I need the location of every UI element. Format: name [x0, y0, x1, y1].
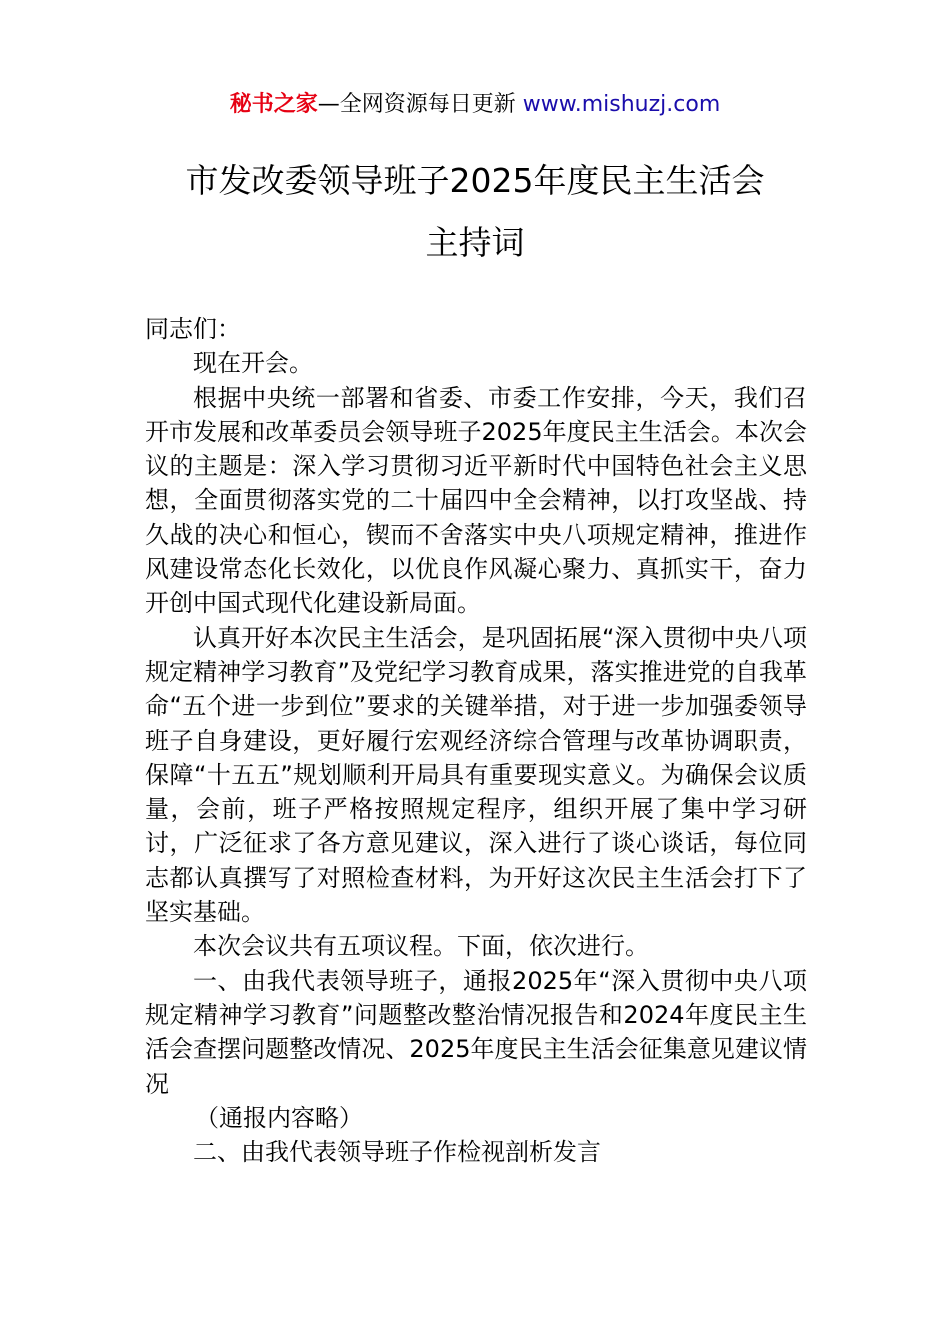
site-url-link[interactable]: www.mishuzj.com [522, 92, 721, 117]
title-line-1: 市发改委领导班子2025年度民主生活会 [185, 161, 765, 200]
brand-name: 秘书之家 [229, 92, 318, 117]
header-tagline: —全网资源每日更新 [317, 92, 516, 117]
paragraph-opening: 现在开会。 [193, 349, 313, 378]
paragraph-significance: 认真开好本次民主生活会，是巩固拓展“深入贯彻中央八项规定精神学习教育”及党纪学习教育成果，落实推进党的自我革命“五个进一步到位”要求的关键举措，对于进一步加强委领导班子自身建设，更好履行宏观经济综合管理与改革协调职责，保障“十五五”规划顺利开局具有重要现实意义。为确保会议质量，会前，班子严格按照规定程序，组织开展了集中学习研讨，广泛征求了各方意见建议，深入进行了谈心谈话，每位同志都认真撰写了对照检查材料，为开好这次民主生活会打下了坚实基础。 [145, 623, 807, 927]
document-body [145, 312, 807, 1169]
salutation: 同志们： [145, 315, 241, 343]
agenda-item-1: 一、由我代表领导班子，通报2025年“深入贯彻中央八项规定精神学习教育”问题整改整治情况报告和2024年度民主生活会查摆问题整改情况、2025年度民主生活会征集意见建议情况 [145, 966, 807, 1098]
document-title [0, 150, 950, 274]
agenda-item-2: 二、由我代表领导班子作检视剖析发言 [193, 1138, 601, 1167]
site-header [0, 88, 950, 122]
agenda-note: （通报内容略） [195, 1103, 363, 1132]
paragraph-agenda-intro: 本次会议共有五项议程。下面，依次进行。 [193, 932, 649, 961]
paragraph-theme: 根据中央统一部署和省委、市委工作安排，今天，我们召开市发展和改革委员会领导班子2025年度民主生活会。本次会议的主题是：深入学习贯彻习近平新时代中国特色社会主义思想，全面贯彻落实党的二十届四中全会精神，以打攻坚战、持久战的决心和恒心，锲而不舍落实中央八项规定精神，推进作风建设常态化长效化，以优良作风凝心聚力、真抓实干，奋力开创中国式现代化建设新局面。 [145, 383, 807, 618]
title-line-2: 主持词 [425, 223, 525, 262]
